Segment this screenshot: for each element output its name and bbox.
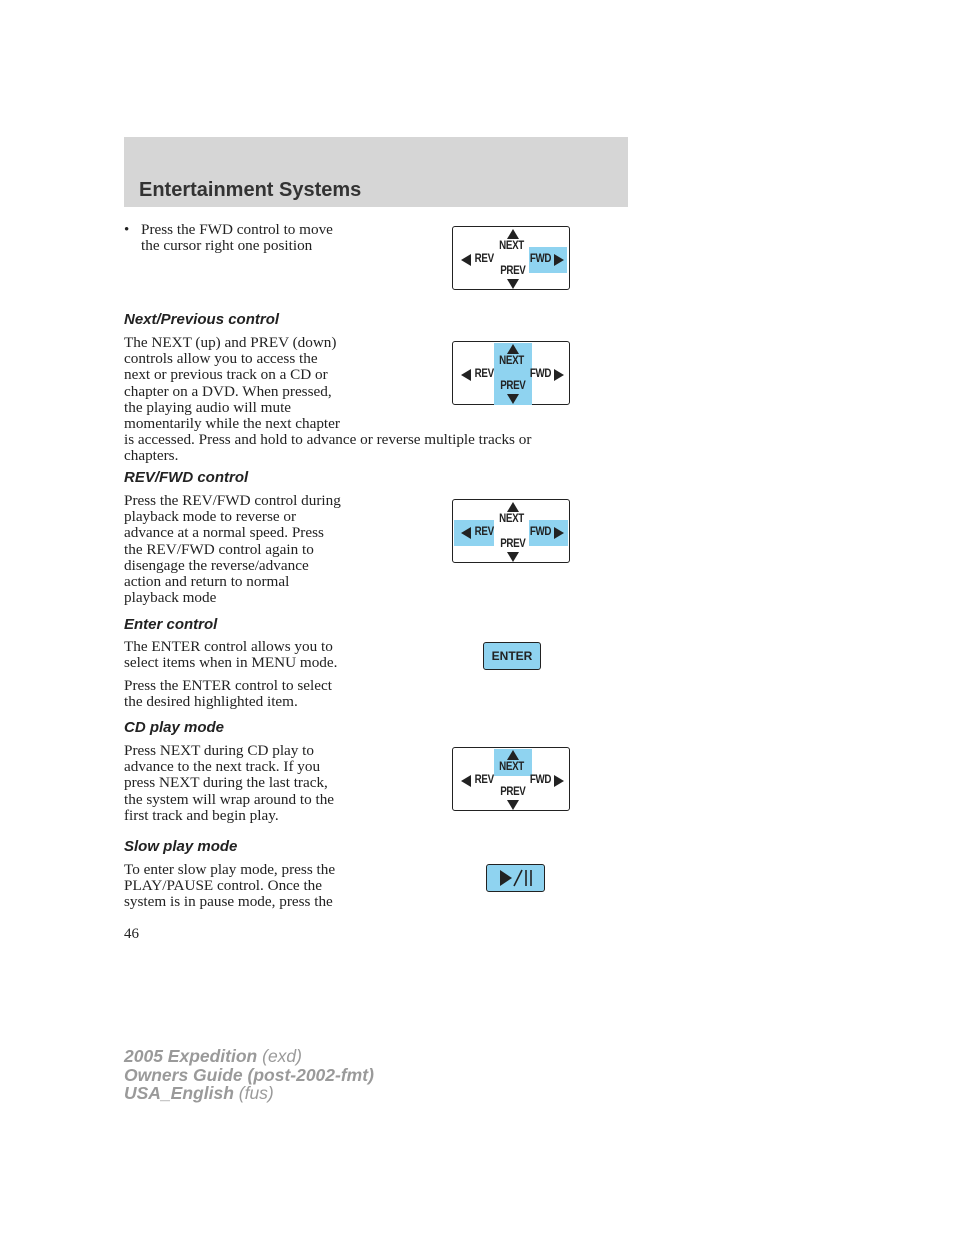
enter-text-1: The ENTER control allows you to select items when in MENU mode. — [124, 638, 338, 672]
rev-fwd-heading: REV/FWD control — [124, 469, 249, 486]
prev-label: PREV — [500, 265, 526, 277]
down-arrow-icon — [507, 800, 519, 810]
bullet-marker: • — [124, 222, 130, 238]
footer-line-3: USA_English (fus) — [124, 1083, 274, 1103]
slow-play-text: To enter slow play mode, press the PLAY/PAUSE control. Once the system is in pause mode, press the — [124, 861, 336, 911]
page-title: Entertainment Systems — [139, 179, 362, 201]
section-header-band — [124, 137, 628, 207]
footer-line-2: Owners Guide (post-2002-fmt) — [124, 1065, 374, 1085]
control-pad-next-prev-highlight — [452, 341, 570, 405]
control-pad-rev-fwd-highlight — [452, 499, 570, 563]
next-label: NEXT — [499, 513, 524, 525]
right-arrow-icon — [554, 527, 564, 539]
bullet-text: Press the FWD control to move the cursor right one position — [141, 221, 333, 255]
right-arrow-icon — [554, 369, 564, 381]
enter-button-illustration: ENTER — [483, 642, 541, 670]
fwd-label: FWD — [529, 368, 552, 380]
control-pad-next-highlight — [452, 747, 570, 811]
cd-play-text: Press NEXT during CD play to advance to the next track. If you press NEXT during the last track, the system will wrap around to the first track and begin play. — [124, 742, 335, 824]
left-arrow-icon — [461, 775, 471, 787]
rev-fwd-text: Press the REV/FWD control during playback mode to reverse or advance at a normal speed. Press the REV/FWD control again to disengage the reverse/advance action and return to normal playback mode — [124, 492, 341, 607]
page-number: 46 — [124, 926, 139, 942]
next-prev-heading: Next/Previous control — [124, 311, 280, 328]
down-arrow-icon — [507, 394, 519, 404]
next-label: NEXT — [499, 240, 524, 252]
down-arrow-icon — [507, 552, 519, 562]
enter-text-2: Press the ENTER control to select the desired highlighted item. — [124, 677, 332, 711]
slow-play-heading: Slow play mode — [124, 838, 238, 855]
rev-label: REV — [474, 253, 494, 265]
play-pause-icon — [496, 868, 536, 888]
right-arrow-icon — [554, 254, 564, 266]
play-pause-button-illustration — [486, 864, 545, 892]
control-pad-fwd-highlight — [452, 226, 570, 290]
prev-label: PREV — [500, 380, 526, 392]
fwd-label: FWD — [529, 253, 552, 265]
rev-label: REV — [474, 368, 494, 380]
prev-label: PREV — [500, 538, 526, 550]
up-arrow-icon — [507, 750, 519, 760]
next-label: NEXT — [499, 761, 524, 773]
up-arrow-icon — [507, 344, 519, 354]
rev-label: REV — [474, 526, 494, 538]
left-arrow-icon — [461, 254, 471, 266]
prev-label: PREV — [500, 786, 526, 798]
next-prev-text: The NEXT (up) and PREV (down) controls allow you to access the next or previous track on a CD or chapter on a DVD. When pressed, the playing audio will mute momentarily while the next chapter is accessed. Press and hold to advance or reverse multiple tracks or chapters. — [124, 334, 532, 465]
left-arrow-icon — [461, 527, 471, 539]
footer-line-1: 2005 Expedition (exd) — [124, 1046, 302, 1066]
down-arrow-icon — [507, 279, 519, 289]
rev-label: REV — [474, 774, 494, 786]
left-arrow-icon — [461, 369, 471, 381]
cd-play-heading: CD play mode — [124, 719, 225, 736]
up-arrow-icon — [507, 502, 519, 512]
enter-heading: Enter control — [124, 616, 218, 633]
right-arrow-icon — [554, 775, 564, 787]
up-arrow-icon — [507, 229, 519, 239]
fwd-label: FWD — [529, 774, 552, 786]
fwd-label: FWD — [529, 526, 552, 538]
next-label: NEXT — [499, 355, 524, 367]
